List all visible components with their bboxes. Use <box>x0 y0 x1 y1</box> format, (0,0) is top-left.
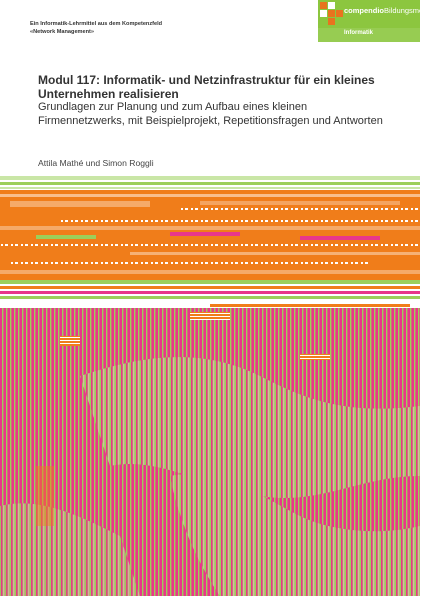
book-authors: Attila Mathé und Simon Roggli <box>38 158 154 168</box>
cover-pattern-artwork <box>0 176 420 596</box>
series-line-1: Ein Informatik-Lehrmittel aus dem Kompetenzfeld <box>30 21 163 27</box>
book-title: Modul 117: Informatik- und Netzinfrastruktur für ein kleines Unternehmen realisieren <box>38 73 375 101</box>
logo-squares-icon <box>320 2 342 24</box>
publisher-name: compendioBildungsmedien <box>344 6 437 15</box>
book-subtitle: Grundlagen zur Planung und zum Aufbau eines kleinen Firmennetzwerks, mit Beispielprojekt, Repetitionsfragen und Antworten <box>38 101 383 127</box>
series-line-2: «Network Management» <box>30 29 95 35</box>
series-note <box>30 20 250 36</box>
publisher-logo <box>318 0 437 50</box>
publisher-category: Informatik <box>344 30 374 36</box>
